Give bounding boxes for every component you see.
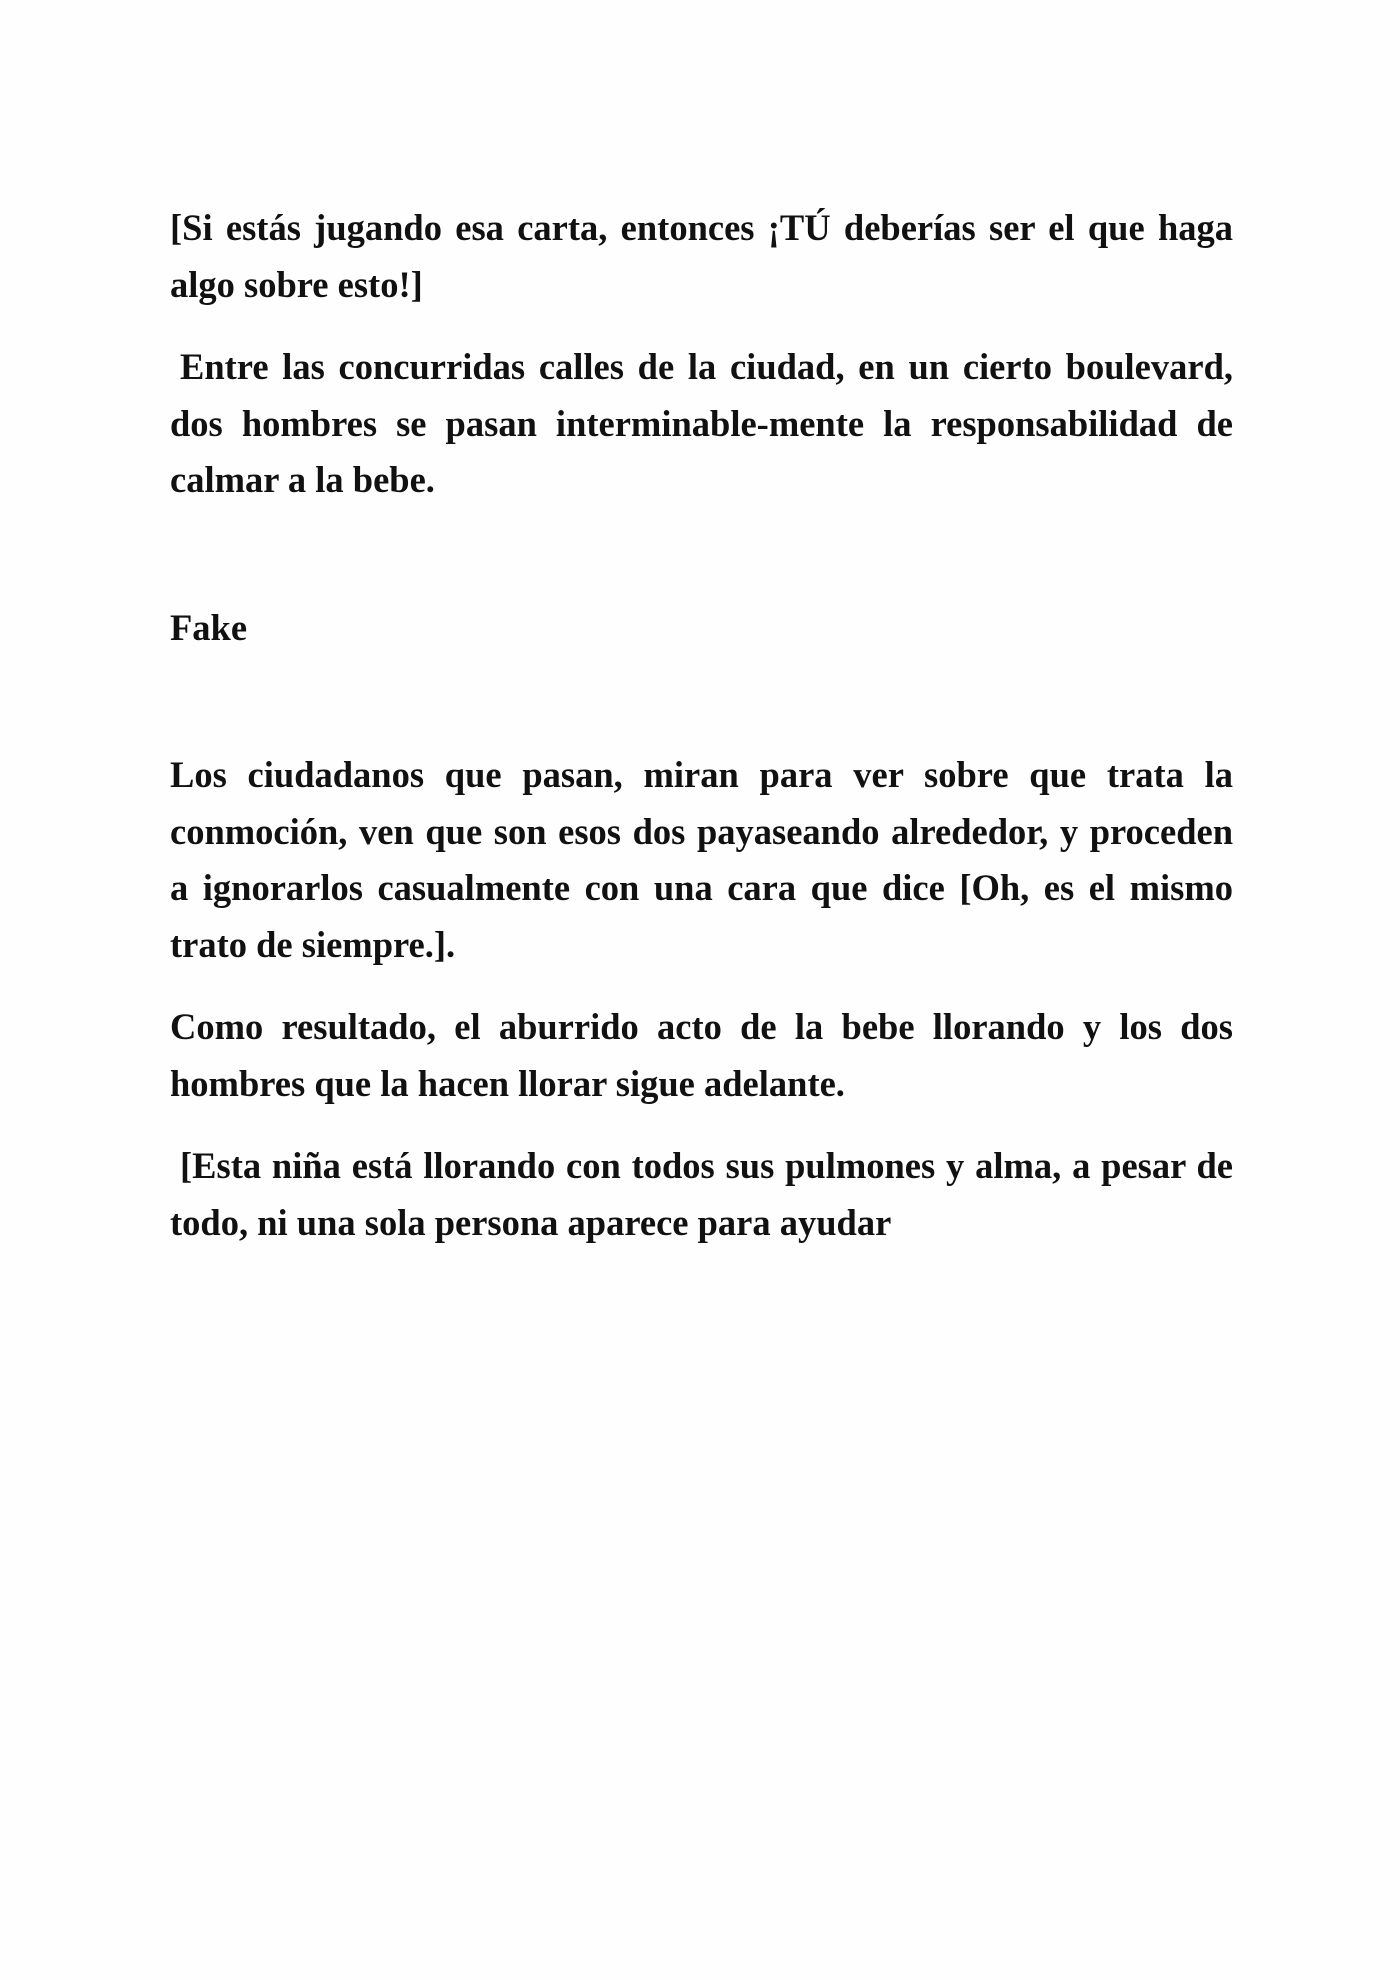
paragraph-1: [Si estás jugando esa carta, entonces ¡TÚ deberías ser el que haga algo sobre esto!] — [170, 207, 1233, 305]
paragraph-5: Como resultado, el aburrido acto de la bebe llorando y los dos hombres que la hacen llorar sigue adelante. — [170, 1006, 1233, 1104]
paragraph-2: Entre las concurridas calles de la ciudad, en un cierto boulevard, dos hombres se pasan interminable-mente la responsabilidad de calmar a la bebe. — [170, 346, 1233, 500]
paragraph-spacer — [170, 656, 1233, 747]
paragraph-6: [Esta niña está llorando con todos sus pulmones y alma, a pesar de todo, ni una sola persona aparece para ayudar — [170, 1145, 1233, 1243]
document-body — [170, 200, 1233, 1251]
paragraph-spacer — [170, 509, 1233, 600]
paragraph-3: Fake — [170, 606, 248, 648]
paragraph-4: Los ciudadanos que pasan, miran para ver sobre que trata la conmoción, ven que son esos dos payaseando alrededor, y proceden a ignorarlos casualmente con una cara que dice [Oh, es el mismo trato de siempre.]. — [170, 754, 1233, 965]
paragraph-spacer — [170, 313, 1233, 339]
paragraph-spacer — [170, 1112, 1233, 1138]
paragraph-spacer — [170, 973, 1233, 999]
